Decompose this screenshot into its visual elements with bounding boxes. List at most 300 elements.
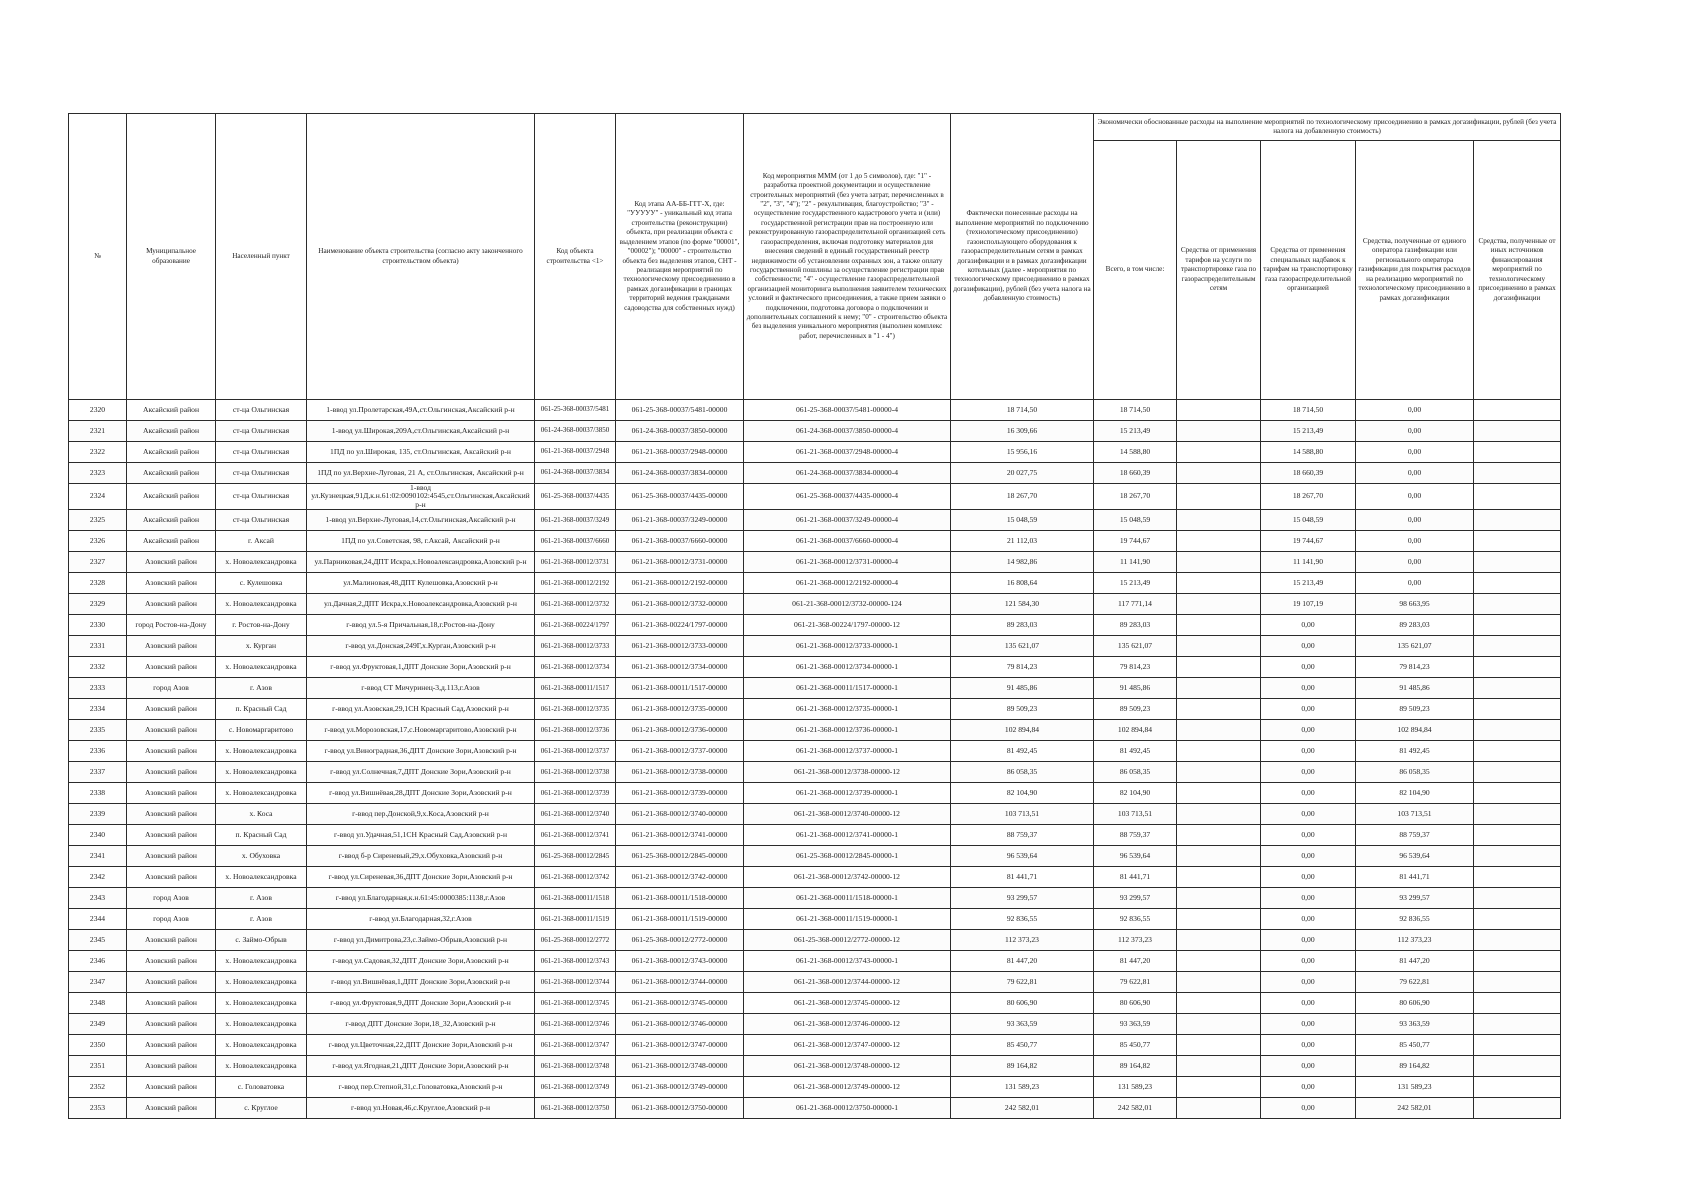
header-municipality: Муниципальное образование <box>127 114 216 400</box>
object-code-cell: 061-21-368-00012/3748 <box>535 1056 616 1077</box>
municipality-cell: Азовский район <box>127 573 216 594</box>
total-cell: 89 164,82 <box>1094 1056 1177 1077</box>
municipality-cell: город Азов <box>127 909 216 930</box>
table-row <box>69 594 1561 615</box>
object-name-cell: 1-ввод ул.Широкая,209А,ст.Ольгинская,Аксайский р-н <box>307 421 535 442</box>
activity-code-cell: 061-21-368-00012/3738-00000-12 <box>744 762 951 783</box>
total-cell: 103 713,51 <box>1094 804 1177 825</box>
total-cell: 102 894,84 <box>1094 720 1177 741</box>
transport-tariff-cell <box>1177 657 1261 678</box>
row-number: 2352 <box>69 1077 127 1098</box>
object-code-cell: 061-21-368-00012/3732 <box>535 594 616 615</box>
total-cell: 112 373,23 <box>1094 930 1177 951</box>
special-markups-cell: 0,00 <box>1261 615 1356 636</box>
single-operator-cell: 89 164,82 <box>1356 1056 1474 1077</box>
row-number: 2326 <box>69 531 127 552</box>
other-sources-cell <box>1474 972 1561 993</box>
object-code-cell: 061-21-368-00224/1797 <box>535 615 616 636</box>
municipality-cell: Аксайский район <box>127 531 216 552</box>
row-number: 2332 <box>69 657 127 678</box>
header-other-sources: Средства, полученные от иных источников финансирования мероприятий по технологическому присоединению в рамках догазификации <box>1474 141 1561 400</box>
single-operator-cell: 86 058,35 <box>1356 762 1474 783</box>
settlement-cell: х. Новоалександровка <box>216 657 307 678</box>
stage-code-cell: 061-21-368-00012/3742-00000 <box>616 867 744 888</box>
special-markups-cell: 0,00 <box>1261 741 1356 762</box>
object-name-cell: г-ввод ул.5-я Причальная,18,г.Ростов-на-Дону <box>307 615 535 636</box>
stage-code-cell: 061-21-368-00012/3745-00000 <box>616 993 744 1014</box>
single-operator-cell: 92 836,55 <box>1356 909 1474 930</box>
other-sources-cell <box>1474 531 1561 552</box>
municipality-cell: Азовский район <box>127 783 216 804</box>
single-operator-cell: 0,00 <box>1356 484 1474 510</box>
object-code-cell: 061-21-368-00012/3742 <box>535 867 616 888</box>
transport-tariff-cell <box>1177 510 1261 531</box>
actual-costs-cell: 103 713,51 <box>951 804 1094 825</box>
special-markups-cell: 0,00 <box>1261 909 1356 930</box>
transport-tariff-cell <box>1177 463 1261 484</box>
single-operator-cell: 79 622,81 <box>1356 972 1474 993</box>
other-sources-cell <box>1474 1035 1561 1056</box>
municipality-cell: Азовский район <box>127 741 216 762</box>
municipality-cell: Аксайский район <box>127 510 216 531</box>
other-sources-cell <box>1474 442 1561 463</box>
activity-code-cell: 061-21-368-00012/3750-00000-1 <box>744 1098 951 1119</box>
municipality-cell: Азовский район <box>127 1056 216 1077</box>
object-name-cell: г-ввод ул.Сиреневая,36,ДПТ Донские Зори,Азовский р-н <box>307 867 535 888</box>
table-row <box>69 1035 1561 1056</box>
transport-tariff-cell <box>1177 594 1261 615</box>
total-cell: 92 836,55 <box>1094 909 1177 930</box>
row-number: 2347 <box>69 972 127 993</box>
row-number: 2322 <box>69 442 127 463</box>
object-code-cell: 061-21-368-00012/3745 <box>535 993 616 1014</box>
stage-code-cell: 061-24-368-00037/3834-00000 <box>616 463 744 484</box>
activity-code-cell: 061-25-368-00012/2772-00000-12 <box>744 930 951 951</box>
other-sources-cell <box>1474 678 1561 699</box>
activity-code-cell: 061-21-368-00011/1517-00000-1 <box>744 678 951 699</box>
object-name-cell: г-ввод ул.Азовская,29,1СН Красный Сад,Азовский р-н <box>307 699 535 720</box>
activity-code-cell: 061-21-368-00012/3735-00000-1 <box>744 699 951 720</box>
transport-tariff-cell <box>1177 993 1261 1014</box>
actual-costs-cell: 15 956,16 <box>951 442 1094 463</box>
object-code-cell: 061-21-368-00012/3733 <box>535 636 616 657</box>
actual-costs-cell: 21 112,03 <box>951 531 1094 552</box>
object-name-cell: г-ввод ул.Фруктовая,1,ДПТ Донские Зори,Азовский р-н <box>307 657 535 678</box>
row-number: 2343 <box>69 888 127 909</box>
actual-costs-cell: 18 267,70 <box>951 484 1094 510</box>
municipality-cell: Азовский район <box>127 867 216 888</box>
special-markups-cell: 0,00 <box>1261 1056 1356 1077</box>
object-code-cell: 061-21-368-00012/3744 <box>535 972 616 993</box>
total-cell: 80 606,90 <box>1094 993 1177 1014</box>
settlement-cell: х. Новоалександровка <box>216 867 307 888</box>
actual-costs-cell: 121 584,30 <box>951 594 1094 615</box>
total-cell: 93 363,59 <box>1094 1014 1177 1035</box>
object-code-cell: 061-21-368-00012/3743 <box>535 951 616 972</box>
total-cell: 18 714,50 <box>1094 400 1177 421</box>
activity-code-cell: 061-21-368-00012/3737-00000-1 <box>744 741 951 762</box>
other-sources-cell <box>1474 720 1561 741</box>
single-operator-cell: 103 713,51 <box>1356 804 1474 825</box>
object-name-cell: ул.Малиновая,48,ДПТ Кулешовка,Азовский р-н <box>307 573 535 594</box>
table-row <box>69 1098 1561 1119</box>
single-operator-cell: 93 363,59 <box>1356 1014 1474 1035</box>
stage-code-cell: 061-21-368-00012/3731-00000 <box>616 552 744 573</box>
stage-code-cell: 061-21-368-00012/3735-00000 <box>616 699 744 720</box>
table-row <box>69 699 1561 720</box>
single-operator-cell: 112 373,23 <box>1356 930 1474 951</box>
total-cell: 15 213,49 <box>1094 573 1177 594</box>
settlement-cell: ст-ца Ольгинская <box>216 442 307 463</box>
activity-code-cell: 061-25-368-00037/4435-00000-4 <box>744 484 951 510</box>
stage-code-cell: 061-25-368-00012/2772-00000 <box>616 930 744 951</box>
other-sources-cell <box>1474 636 1561 657</box>
table-row <box>69 1056 1561 1077</box>
transport-tariff-cell <box>1177 720 1261 741</box>
special-markups-cell: 0,00 <box>1261 825 1356 846</box>
table-row <box>69 909 1561 930</box>
actual-costs-cell: 79 622,81 <box>951 972 1094 993</box>
activity-code-cell: 061-21-368-00037/3249-00000-4 <box>744 510 951 531</box>
special-markups-cell: 0,00 <box>1261 993 1356 1014</box>
stage-code-cell: 061-25-368-00037/4435-00000 <box>616 484 744 510</box>
object-name-cell: г-ввод ул.Ягодная,21,ДПТ Донские Зори,Азовский р-н <box>307 1056 535 1077</box>
transport-tariff-cell <box>1177 1014 1261 1035</box>
row-number: 2331 <box>69 636 127 657</box>
transport-tariff-cell <box>1177 783 1261 804</box>
actual-costs-cell: 93 299,57 <box>951 888 1094 909</box>
transport-tariff-cell <box>1177 1056 1261 1077</box>
total-cell: 15 213,49 <box>1094 421 1177 442</box>
stage-code-cell: 061-21-368-00224/1797-00000 <box>616 615 744 636</box>
settlement-cell: х. Новоалександровка <box>216 552 307 573</box>
row-number: 2344 <box>69 909 127 930</box>
table-row <box>69 825 1561 846</box>
activity-code-cell: 061-21-368-00011/1519-00000-1 <box>744 909 951 930</box>
stage-code-cell: 061-21-368-00012/3741-00000 <box>616 825 744 846</box>
settlement-cell: х. Новоалександровка <box>216 783 307 804</box>
special-markups-cell: 18 660,39 <box>1261 463 1356 484</box>
row-number: 2353 <box>69 1098 127 1119</box>
settlement-cell: х. Курган <box>216 636 307 657</box>
special-markups-cell: 0,00 <box>1261 951 1356 972</box>
header-object-name: Наименование объекта строительства (согласно акту законченного строительством объекта) <box>307 114 535 400</box>
object-code-cell: 061-25-368-00012/2845 <box>535 846 616 867</box>
settlement-cell: с. Новомаргаритово <box>216 720 307 741</box>
activity-code-cell: 061-21-368-00012/2192-00000-4 <box>744 573 951 594</box>
object-name-cell: г-ввод пер.Донской,9,х.Коса,Азовский р-н <box>307 804 535 825</box>
settlement-cell: х. Новоалександровка <box>216 1014 307 1035</box>
transport-tariff-cell <box>1177 400 1261 421</box>
special-markups-cell: 0,00 <box>1261 657 1356 678</box>
row-number: 2336 <box>69 741 127 762</box>
total-cell: 19 744,67 <box>1094 531 1177 552</box>
total-cell: 81 447,20 <box>1094 951 1177 972</box>
actual-costs-cell: 81 441,71 <box>951 867 1094 888</box>
municipality-cell: Азовский район <box>127 1077 216 1098</box>
other-sources-cell <box>1474 888 1561 909</box>
municipality-cell: Азовский район <box>127 762 216 783</box>
activity-code-cell: 061-21-368-00012/3731-00000-4 <box>744 552 951 573</box>
actual-costs-cell: 96 539,64 <box>951 846 1094 867</box>
transport-tariff-cell <box>1177 531 1261 552</box>
activity-code-cell: 061-25-368-00037/5481-00000-4 <box>744 400 951 421</box>
stage-code-cell: 061-24-368-00037/3850-00000 <box>616 421 744 442</box>
stage-code-cell: 061-21-368-00012/3739-00000 <box>616 783 744 804</box>
settlement-cell: с. Займо-Обрыв <box>216 930 307 951</box>
row-number: 2342 <box>69 867 127 888</box>
actual-costs-cell: 86 058,35 <box>951 762 1094 783</box>
actual-costs-cell: 89 509,23 <box>951 699 1094 720</box>
stage-code-cell: 061-21-368-00012/3748-00000 <box>616 1056 744 1077</box>
object-name-cell: 1-ввод ул.Пролетарская,49А,ст.Ольгинская,Аксайский р-н <box>307 400 535 421</box>
other-sources-cell <box>1474 615 1561 636</box>
transport-tariff-cell <box>1177 951 1261 972</box>
settlement-cell: г. Ростов-на-Дону <box>216 615 307 636</box>
stage-code-cell: 061-21-368-00011/1518-00000 <box>616 888 744 909</box>
special-markups-cell: 0,00 <box>1261 1014 1356 1035</box>
table-row <box>69 888 1561 909</box>
other-sources-cell <box>1474 846 1561 867</box>
stage-code-cell: 061-21-368-00011/1519-00000 <box>616 909 744 930</box>
municipality-cell: Азовский район <box>127 993 216 1014</box>
object-code-cell: 061-24-368-00037/3850 <box>535 421 616 442</box>
settlement-cell: х. Новоалександровка <box>216 951 307 972</box>
row-number: 2329 <box>69 594 127 615</box>
other-sources-cell <box>1474 510 1561 531</box>
object-name-cell: г-ввод СТ Мичуринец-3,д.113,г.Азов <box>307 678 535 699</box>
object-code-cell: 061-25-368-00037/4435 <box>535 484 616 510</box>
row-number: 2348 <box>69 993 127 1014</box>
municipality-cell: Азовский район <box>127 699 216 720</box>
table-row <box>69 1014 1561 1035</box>
transport-tariff-cell <box>1177 741 1261 762</box>
object-name-cell: ул.Парниковая,24,ДПТ Искра,х.Новоалександровка,Азовский р-н <box>307 552 535 573</box>
transport-tariff-cell <box>1177 615 1261 636</box>
table-row <box>69 510 1561 531</box>
object-name-cell: г-ввод ДПТ Донские Зори,18_32,Азовский р-н <box>307 1014 535 1035</box>
stage-code-cell: 061-21-368-00037/3249-00000 <box>616 510 744 531</box>
municipality-cell: город Азов <box>127 678 216 699</box>
activity-code-cell: 061-21-368-00012/3734-00000-1 <box>744 657 951 678</box>
header-num: № <box>69 114 127 400</box>
special-markups-cell: 0,00 <box>1261 867 1356 888</box>
settlement-cell: ст-ца Ольгинская <box>216 510 307 531</box>
settlement-cell: ст-ца Ольгинская <box>216 484 307 510</box>
table-row <box>69 552 1561 573</box>
municipality-cell: Азовский район <box>127 552 216 573</box>
object-code-cell: 061-21-368-00011/1518 <box>535 888 616 909</box>
other-sources-cell <box>1474 594 1561 615</box>
actual-costs-cell: 16 309,66 <box>951 421 1094 442</box>
row-number: 2333 <box>69 678 127 699</box>
municipality-cell: Азовский район <box>127 1098 216 1119</box>
total-cell: 93 299,57 <box>1094 888 1177 909</box>
object-name-cell: г-ввод ул.Удачная,51,1СН Красный Сад,Азовский р-н <box>307 825 535 846</box>
transport-tariff-cell <box>1177 1098 1261 1119</box>
total-cell: 89 283,03 <box>1094 615 1177 636</box>
activity-code-cell: 061-25-368-00012/2845-00000-1 <box>744 846 951 867</box>
single-operator-cell: 81 441,71 <box>1356 867 1474 888</box>
costs-table <box>68 113 1561 1119</box>
total-cell: 15 048,59 <box>1094 510 1177 531</box>
activity-code-cell: 061-21-368-00012/3741-00000-1 <box>744 825 951 846</box>
special-markups-cell: 0,00 <box>1261 804 1356 825</box>
activity-code-cell: 061-21-368-00012/3743-00000-1 <box>744 951 951 972</box>
activity-code-cell: 061-21-368-00037/2948-00000-4 <box>744 442 951 463</box>
special-markups-cell: 0,00 <box>1261 720 1356 741</box>
settlement-cell: х. Новоалександровка <box>216 762 307 783</box>
total-cell: 85 450,77 <box>1094 1035 1177 1056</box>
single-operator-cell: 135 621,07 <box>1356 636 1474 657</box>
header-special-markups: Средства от применения специальных надбавок к тарифам на транспортировку газа газораспределительной организацией <box>1261 141 1356 400</box>
row-number: 2330 <box>69 615 127 636</box>
table-row <box>69 867 1561 888</box>
row-number: 2350 <box>69 1035 127 1056</box>
municipality-cell: Аксайский район <box>127 463 216 484</box>
row-number: 2334 <box>69 699 127 720</box>
special-markups-cell: 0,00 <box>1261 1077 1356 1098</box>
stage-code-cell: 061-21-368-00012/3737-00000 <box>616 741 744 762</box>
actual-costs-cell: 242 582,01 <box>951 1098 1094 1119</box>
activity-code-cell: 061-21-368-00012/3745-00000-12 <box>744 993 951 1014</box>
object-name-cell: г-ввод ул.Вишнёвая,28,ДПТ Донские Зори,Азовский р-н <box>307 783 535 804</box>
table-row <box>69 783 1561 804</box>
other-sources-cell <box>1474 1077 1561 1098</box>
municipality-cell: Азовский район <box>127 636 216 657</box>
row-number: 2345 <box>69 930 127 951</box>
object-code-cell: 061-21-368-00012/3750 <box>535 1098 616 1119</box>
object-code-cell: 061-21-368-00037/6660 <box>535 531 616 552</box>
special-markups-cell: 0,00 <box>1261 636 1356 657</box>
object-code-cell: 061-21-368-00012/3746 <box>535 1014 616 1035</box>
single-operator-cell: 242 582,01 <box>1356 1098 1474 1119</box>
total-cell: 88 759,37 <box>1094 825 1177 846</box>
single-operator-cell: 79 814,23 <box>1356 657 1474 678</box>
stage-code-cell: 061-21-368-00012/3746-00000 <box>616 1014 744 1035</box>
transport-tariff-cell <box>1177 699 1261 720</box>
object-code-cell: 061-25-368-00012/2772 <box>535 930 616 951</box>
transport-tariff-cell <box>1177 678 1261 699</box>
settlement-cell: х. Новоалександровка <box>216 972 307 993</box>
object-name-cell: г-ввод ул.Новая,46,с.Круглое,Азовский р-н <box>307 1098 535 1119</box>
single-operator-cell: 0,00 <box>1356 573 1474 594</box>
settlement-cell: с. Кулешовка <box>216 573 307 594</box>
single-operator-cell: 89 509,23 <box>1356 699 1474 720</box>
transport-tariff-cell <box>1177 909 1261 930</box>
special-markups-cell: 0,00 <box>1261 1098 1356 1119</box>
object-name-cell: г-ввод б-р Сиреневый,29,х.Обуховка,Азовский р-н <box>307 846 535 867</box>
transport-tariff-cell <box>1177 762 1261 783</box>
single-operator-cell: 96 539,64 <box>1356 846 1474 867</box>
total-cell: 11 141,90 <box>1094 552 1177 573</box>
special-markups-cell: 0,00 <box>1261 888 1356 909</box>
other-sources-cell <box>1474 951 1561 972</box>
object-code-cell: 061-21-368-00012/3735 <box>535 699 616 720</box>
object-code-cell: 061-21-368-00037/3249 <box>535 510 616 531</box>
special-markups-cell: 0,00 <box>1261 783 1356 804</box>
table-row <box>69 720 1561 741</box>
settlement-cell: х. Новоалександровка <box>216 993 307 1014</box>
municipality-cell: город Азов <box>127 888 216 909</box>
special-markups-cell: 18 267,70 <box>1261 484 1356 510</box>
special-markups-cell: 11 141,90 <box>1261 552 1356 573</box>
table-row <box>69 678 1561 699</box>
other-sources-cell <box>1474 657 1561 678</box>
object-code-cell: 061-21-368-00012/3749 <box>535 1077 616 1098</box>
other-sources-cell <box>1474 762 1561 783</box>
special-markups-cell: 15 213,49 <box>1261 573 1356 594</box>
municipality-cell: Азовский район <box>127 825 216 846</box>
stage-code-cell: 061-25-368-00037/5481-00000 <box>616 400 744 421</box>
transport-tariff-cell <box>1177 1077 1261 1098</box>
row-number: 2328 <box>69 573 127 594</box>
single-operator-cell: 81 447,20 <box>1356 951 1474 972</box>
table-row <box>69 657 1561 678</box>
stage-code-cell: 061-21-368-00011/1517-00000 <box>616 678 744 699</box>
municipality-cell: Азовский район <box>127 1014 216 1035</box>
municipality-cell: Азовский район <box>127 594 216 615</box>
row-number: 2325 <box>69 510 127 531</box>
single-operator-cell: 82 104,90 <box>1356 783 1474 804</box>
total-cell: 117 771,14 <box>1094 594 1177 615</box>
total-cell: 79 622,81 <box>1094 972 1177 993</box>
object-name-cell: 1-ввод ул.Верхне-Луговая,14,ст.Ольгинская,Аксайский р-н <box>307 510 535 531</box>
single-operator-cell: 0,00 <box>1356 510 1474 531</box>
settlement-cell: ст-ца Ольгинская <box>216 400 307 421</box>
municipality-cell: Азовский район <box>127 720 216 741</box>
other-sources-cell <box>1474 400 1561 421</box>
actual-costs-cell: 82 104,90 <box>951 783 1094 804</box>
row-number: 2349 <box>69 1014 127 1035</box>
transport-tariff-cell <box>1177 573 1261 594</box>
activity-code-cell: 061-24-368-00037/3834-00000-4 <box>744 463 951 484</box>
table-row <box>69 930 1561 951</box>
other-sources-cell <box>1474 741 1561 762</box>
table-row <box>69 804 1561 825</box>
other-sources-cell <box>1474 993 1561 1014</box>
special-markups-cell: 15 213,49 <box>1261 421 1356 442</box>
single-operator-cell: 88 759,37 <box>1356 825 1474 846</box>
activity-code-cell: 061-21-368-00012/3744-00000-12 <box>744 972 951 993</box>
single-operator-cell: 0,00 <box>1356 421 1474 442</box>
table-row <box>69 531 1561 552</box>
municipality-cell: Азовский район <box>127 846 216 867</box>
header-total: Всего, в том числе: <box>1094 141 1177 400</box>
actual-costs-cell: 79 814,23 <box>951 657 1094 678</box>
municipality-cell: Аксайский район <box>127 421 216 442</box>
activity-code-cell: 061-21-368-00012/3733-00000-1 <box>744 636 951 657</box>
transport-tariff-cell <box>1177 442 1261 463</box>
object-code-cell: 061-21-368-00011/1517 <box>535 678 616 699</box>
object-code-cell: 061-21-368-00012/3747 <box>535 1035 616 1056</box>
total-cell: 242 582,01 <box>1094 1098 1177 1119</box>
object-name-cell: г-ввод ул.Морозовская,17,с.Новомаргаритово,Азовский р-н <box>307 720 535 741</box>
single-operator-cell: 85 450,77 <box>1356 1035 1474 1056</box>
header-activity-code: Код мероприятия МММ (от 1 до 5 символов), где: "1" - разработка проектной документации и осуществление строительных мероприятий (без учета затрат, перечисленных в "2", "3", "4"); "2" - рекультивация, благоустройство; "3" - осуществление государственного кадастрового учета и (или) государственной регистрации прав на построенную или реконструированную газораспределительной организацией сеть газораспределения, включая подготовку материалов для внесения сведений в единый государственный реестр недвижимости об установлении охранных зон, а также оплату государственной пошлины за осуществление регистрации прав собственности; "4" - осуществление газораспределительной организацией мониторинга выполнения заявителем технических условий и фактического присоединения, а также прием заявки о подключении, подготовка договора о подключении и дополнительных соглашений к нему; "0" - строительство объекта без выделения уникального мероприятия (выполнен комплекс работ, перечисленных в "1 - 4") <box>744 114 951 400</box>
row-number: 2320 <box>69 400 127 421</box>
object-name-cell: г-ввод ул.Вишнёвая,1,ДПТ Донские Зори,Азовский р-н <box>307 972 535 993</box>
activity-code-cell: 061-21-368-00012/3740-00000-12 <box>744 804 951 825</box>
header-transport-tariff: Средства от применения тарифов на услуги по транспортировке газа по газораспределительным сетям <box>1177 141 1261 400</box>
table-row <box>69 442 1561 463</box>
special-markups-cell: 0,00 <box>1261 699 1356 720</box>
transport-tariff-cell <box>1177 1035 1261 1056</box>
settlement-cell: х. Обуховка <box>216 846 307 867</box>
table-row <box>69 741 1561 762</box>
total-cell: 86 058,35 <box>1094 762 1177 783</box>
table-row <box>69 484 1561 510</box>
